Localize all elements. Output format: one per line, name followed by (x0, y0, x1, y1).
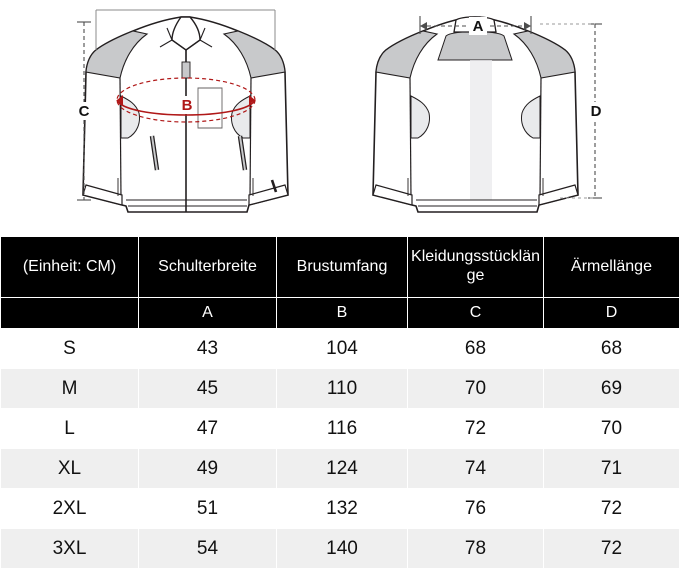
cell-shoulder: 49 (139, 449, 277, 489)
cell-sleeve: 70 (544, 409, 679, 449)
table-row (1, 369, 679, 409)
cell-chest: 132 (277, 489, 408, 529)
cell-chest: 110 (277, 369, 408, 409)
cell-sleeve: 71 (544, 449, 679, 489)
table-header-row (1, 237, 679, 298)
measure-label-b: B (182, 97, 193, 114)
cell-sleeve: 68 (544, 329, 679, 369)
table-row (1, 329, 679, 369)
letter-blank (1, 298, 139, 329)
cell-length: 76 (408, 489, 544, 529)
cell-length: 70 (408, 369, 544, 409)
header-garment-length: Kleidungsstücklänge (408, 237, 544, 298)
row-size-label: M (1, 369, 139, 409)
table-row (1, 409, 679, 449)
cell-length: 72 (408, 409, 544, 449)
table-row (1, 529, 679, 569)
letter-b: B (277, 298, 408, 329)
letter-d: D (544, 298, 679, 329)
row-size-label: L (1, 409, 139, 449)
header-unit: (Einheit: CM) (1, 237, 139, 298)
cell-shoulder: 51 (139, 489, 277, 529)
cell-length: 74 (408, 449, 544, 489)
cell-shoulder: 54 (139, 529, 277, 569)
cell-shoulder: 47 (139, 409, 277, 449)
measure-label-d: D (591, 103, 602, 120)
cell-chest: 116 (277, 409, 408, 449)
row-size-label: 3XL (1, 529, 139, 569)
table-row (1, 489, 679, 529)
cell-chest: 140 (277, 529, 408, 569)
letter-c: C (408, 298, 544, 329)
cell-shoulder: 43 (139, 329, 277, 369)
header-sleeve-length: Ärmellänge (544, 237, 679, 298)
cell-chest: 104 (277, 329, 408, 369)
cell-length: 78 (408, 529, 544, 569)
table-letter-row (1, 298, 679, 329)
cell-sleeve: 69 (544, 369, 679, 409)
header-chest: Brustumfang (277, 237, 408, 298)
jacket-illustration (0, 0, 679, 236)
row-size-label: XL (1, 449, 139, 489)
cell-length: 68 (408, 329, 544, 369)
row-size-label: 2XL (1, 489, 139, 529)
cell-sleeve: 72 (544, 529, 679, 569)
table-row (1, 449, 679, 489)
header-shoulder-width: Schulterbreite (139, 237, 277, 298)
cell-shoulder: 45 (139, 369, 277, 409)
letter-a: A (139, 298, 277, 329)
size-table (0, 236, 679, 569)
row-size-label: S (1, 329, 139, 369)
measure-label-c: C (79, 103, 90, 120)
cell-sleeve: 72 (544, 489, 679, 529)
measure-label-a: A (473, 18, 484, 35)
cell-chest: 124 (277, 449, 408, 489)
jacket-back-view (373, 17, 578, 212)
